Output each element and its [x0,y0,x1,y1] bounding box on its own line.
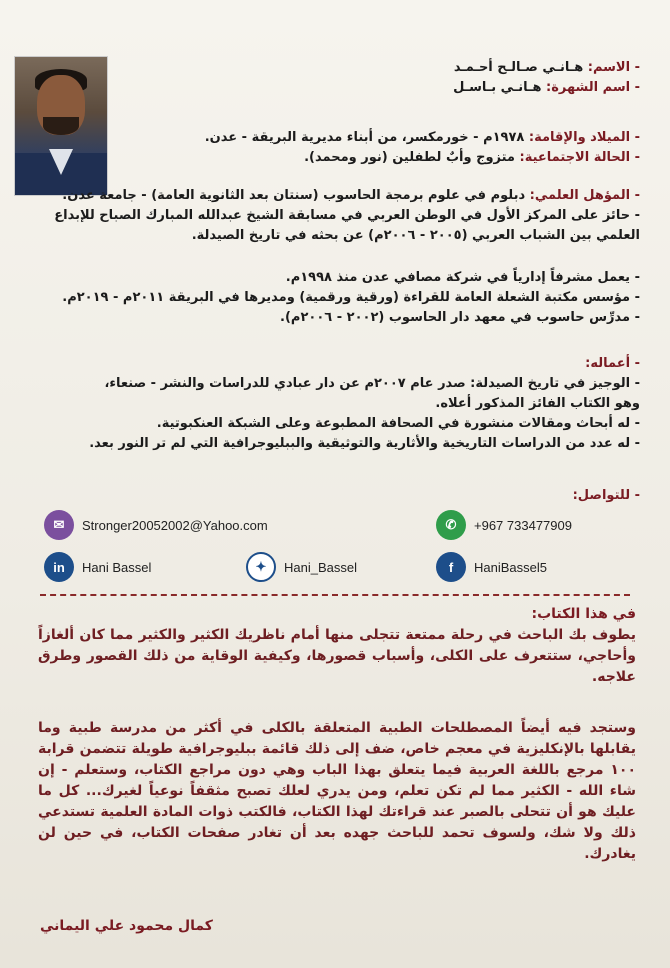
works-line-4: - له عدد من الدراسات التاريخية والأثارية والتوثيقية والببليوجرافية التي لم تر النور بعد. [89,436,640,451]
about-paragraph-1: يطوف بك الباحث في رحلة ممتعة تتجلى منها أمام ناظريك الكثير والكثير مما كان ألغازاً وأحاجي، ستتعرف على الكلى، وأسباب قصورها، وكيفية الوقاية من ذلك القصور وطرق علاجه. [38,627,636,685]
nickname-label: - اسم الشهرة: [546,80,640,95]
contact-block [40,508,630,588]
qualification-info [40,186,640,246]
works-heading: - أعماله: [585,356,640,371]
work-line-3: - مدرِّس حاسوب في معهد دار الحاسوب (٢٠٠٢ - ٢٠٠٦م). [280,310,640,325]
works-line-1: - الوجيز في تاريخ الصيدلة: صدر عام ٢٠٠٧م عن دار عبادي للدراسات والنشر - صنعاء، [104,376,640,391]
email-text[interactable]: Stronger20052002@Yahoo.com [82,517,268,533]
award-line-2: العلمي بين الشباب العربي (٢٠٠٥ - ٢٠٠٦م) عن بحثه في تاريخ الصيدلة. [191,228,640,243]
twitter-icon: ✦ [246,552,276,582]
contact-heading-row [40,486,640,506]
work-line-2: - مؤسس مكتبة الشعلة العامة للقراءة (ورقية ورقمية) ومديرها في البريقة ٢٠١١م - ٢٠١٩م. [62,290,640,305]
qualification-value: دبلوم في علوم برمجة الحاسوب (سنتان بعد الثانوية العامة) - جامعة عدن. [62,188,526,203]
about-paragraph-2: وستجد فيه أيضاً المصطلحات الطبية المتعلقة بالكلى في أكثر من مدرسة طبية وما يقابلها بالإنكليزية في معجم خاص، ضف إلى ذلك قائمة ببليوجرافية طويلة تتضمن قرابة ١٠٠ مرجع باللغة العربية فيما يتعلق بهذا الباب وهي دون مراجع الكتاب، وستعلم - إن شاء الله - الكثير مما لم تكن تعلم، ومن يدري لعلك تصبح مثقفاً نوعياً لغيرك... كل ما عليك هو أن تتحلى بالصبر عند قراءتك لهذا الكتاب، فالكتب ذوات المادة العلمية تستدعي ذلك ولا شك، ولسوف تحمد للباحث جهده بعد أن تغادر صفحات الكتاب، في حين لن يغادرك. [38,720,636,862]
twitter-contact[interactable] [246,552,357,582]
phone-text[interactable]: +967 733477909 [474,517,572,533]
nickname-value: هـانـي بـاسـل [453,80,542,95]
facebook-contact[interactable] [436,552,547,582]
work-info [40,268,640,328]
about-heading: في هذا الكتاب: [531,606,636,622]
linkedin-contact[interactable] [44,552,151,582]
about-book-continued [38,718,636,865]
phone-contact[interactable] [436,510,572,540]
contact-heading: - للتواصل: [572,488,640,503]
works-line-3: - له أبحاث ومقالات منشورة في الصحافة المطبوعة وعلى الشبكة العنكبوتية. [156,416,640,431]
mail-icon: ✉ [44,510,74,540]
linkedin-text[interactable]: Hani Bassel [82,559,152,575]
section-divider [40,594,630,596]
award-line-1: - حائز على المركز الأول في الوطن العربي في مسابقة الشيخ عبدالله المبارك الصباح للإبداع [54,208,640,223]
works-info [40,354,640,454]
whatsapp-icon: ✆ [436,510,466,540]
name-label: - الاسم: [587,60,640,75]
name-value: هـانـي صـالـح أحـمـد [453,60,584,75]
birth-label: - الميلاد والإقامة: [528,130,640,145]
email-contact[interactable] [44,510,268,540]
marital-label: - الحالة الاجتماعية: [519,150,640,165]
linkedin-icon: in [44,552,74,582]
qualification-label: - المؤهل العلمي: [529,188,640,203]
marital-value: متزوج وأبٌ لطفلين (نور ومحمد). [304,150,515,165]
about-book [38,604,636,688]
birth-value: ١٩٧٨م - خورمكسر، من أبناء مديرية البريقة - عدن. [204,130,525,145]
author-photo [14,56,108,196]
facebook-text[interactable]: HaniBassel5 [474,559,547,575]
author-signature: كمال محمود علي اليماني [40,918,213,934]
twitter-text[interactable]: Hani_Bassel [284,559,357,575]
work-line-1: - يعمل مشرفاً إدارياً في شركة مصافي عدن منذ ١٩٩٨م. [285,270,640,285]
personal-info [120,58,640,98]
birth-marital-info [120,128,640,168]
facebook-icon: f [436,552,466,582]
works-line-2: وهو الكتاب الفائز المذكور أعلاه. [435,396,640,411]
